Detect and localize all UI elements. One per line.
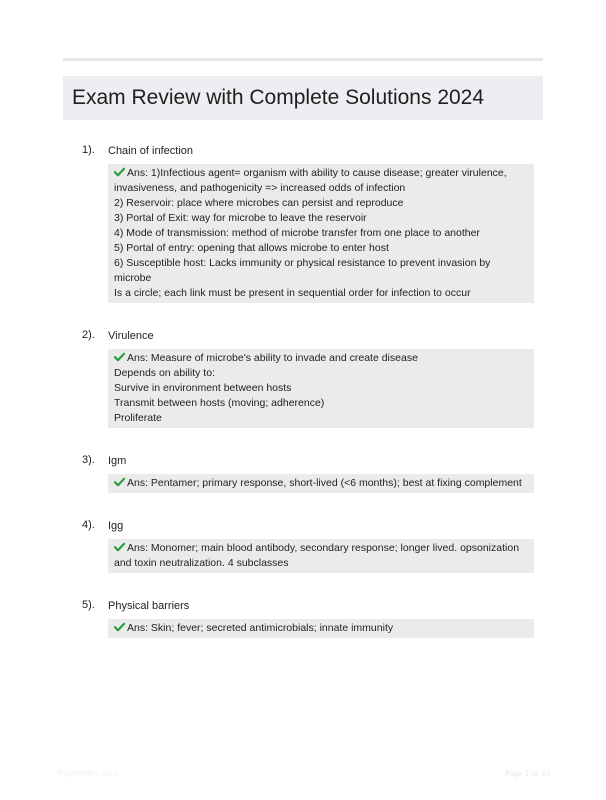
answer-line: Proliferate (114, 412, 162, 424)
question-text: Physical barriers (108, 600, 190, 612)
qa-item (63, 595, 543, 638)
question-number: 2). (82, 329, 95, 341)
qa-header (63, 140, 543, 164)
answer-line: invasiveness, and pathogenicity => increased odds of infection (114, 182, 406, 194)
answer-box (108, 619, 534, 638)
question-text: Igg (108, 520, 124, 532)
qa-header (63, 515, 543, 539)
answer-line: Is a circle; each link must be present in sequential order for infection to occur (114, 287, 471, 299)
answer-line: and toxin neutralization. 4 subclasses (114, 557, 289, 569)
qa-list (63, 140, 543, 660)
answer-box (108, 539, 534, 573)
answer-line: 3) Portal of Exit: way for microbe to leave the reservoir (114, 212, 367, 224)
page-number: Page 1 of 45 (504, 768, 550, 778)
answer-text: Ans: 1)Infectious agent= organism with ability to cause disease; greater virulence, (127, 167, 507, 179)
question-text: Chain of infection (108, 145, 193, 157)
question-number: 4). (82, 519, 95, 531)
answer-text: Ans: Skin; fever; secreted antimicrobials; innate immunity (127, 622, 394, 634)
qa-header (63, 450, 543, 474)
footer-watermark: PaperMtic.com (58, 768, 119, 778)
answer-text: Ans: Measure of microbe's ability to invade and create disease (127, 352, 418, 364)
title-banner (63, 76, 543, 120)
answer-line: 6) Susceptible host: Lacks immunity or physical resistance to prevent invasion by (114, 257, 491, 269)
check-icon (114, 167, 125, 177)
answer-line (114, 166, 529, 181)
answer-line (114, 476, 529, 491)
question-text: Igm (108, 455, 127, 467)
question-number: 1). (82, 144, 95, 156)
question-number: 5). (82, 599, 95, 611)
answer-line (114, 621, 529, 636)
question-text: Virulence (108, 330, 154, 342)
question-number: 3). (82, 454, 95, 466)
answer-line: Survive in environment between hosts (114, 382, 292, 394)
answer-line: 2) Reservoir: place where microbes can persist and reproduce (114, 197, 404, 209)
answer-line: Depends on ability to: (114, 367, 215, 379)
answer-line (114, 351, 529, 366)
top-divider (63, 58, 543, 61)
qa-header (63, 595, 543, 619)
answer-line: Transmit between hosts (moving; adherence) (114, 397, 325, 409)
check-icon (114, 352, 125, 362)
check-icon (114, 477, 125, 487)
answer-line (114, 541, 529, 556)
check-icon (114, 542, 125, 552)
qa-header (63, 325, 543, 349)
answer-text: Ans: Pentamer; primary response, short-lived (<6 months); best at fixing complement (127, 477, 522, 489)
qa-item (63, 450, 543, 493)
answer-line: 4) Mode of transmission: method of microbe transfer from one place to another (114, 227, 480, 239)
answer-box (108, 349, 534, 428)
qa-item (63, 325, 543, 428)
answer-line: microbe (114, 272, 152, 284)
qa-item (63, 140, 543, 303)
answer-line: 5) Portal of entry: opening that allows microbe to enter host (114, 242, 389, 254)
answer-box (108, 164, 534, 303)
answer-text: Ans: Monomer; main blood antibody, secondary response; longer lived. opsonization (127, 542, 520, 554)
answer-box (108, 474, 534, 493)
check-icon (114, 622, 125, 632)
qa-item (63, 515, 543, 573)
page-title: Exam Review with Complete Solutions 2024 (72, 86, 485, 109)
